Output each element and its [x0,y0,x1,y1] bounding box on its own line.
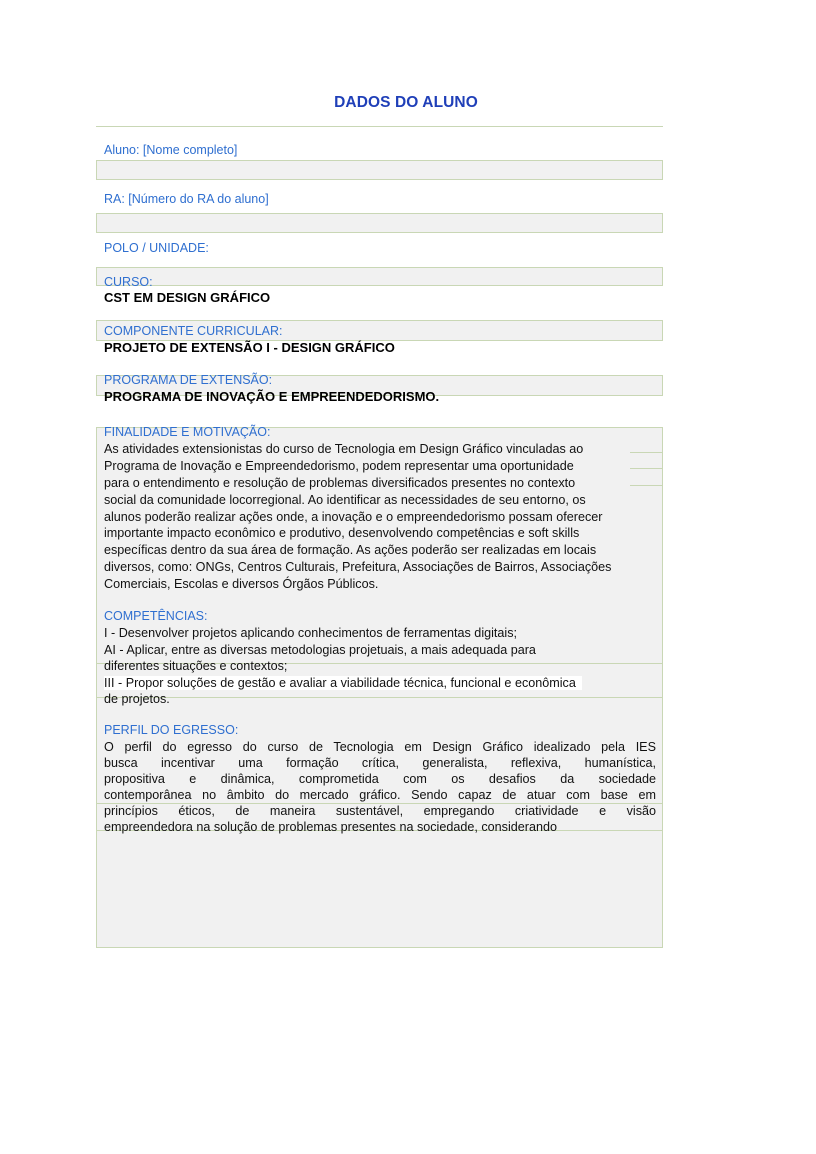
finalidade-text [104,441,611,593]
text-line: III - Propor soluções de gestão e avaliar a viabilidade técnica, funcional e econômica [104,676,582,690]
text-line: I - Desenvolver projetos aplicando conhecimentos de ferramentas digitais; [104,626,518,640]
polo-field[interactable]: POLO / UNIDADE: [104,241,209,255]
text-line: empreendedora na solução de problemas presentes na sociedade, considerando [104,820,557,834]
text-line: importante impacto econômico e produtivo, desenvolvendo competências e soft skills [104,526,580,541]
ra-field[interactable]: RA: [Número do RA do aluno] [104,192,269,206]
grid-line [630,452,663,453]
aluno-field[interactable]: Aluno: [Nome completo] [104,143,238,157]
finalidade-label: FINALIDADE E MOTIVAÇÃO: [104,425,271,439]
curso-label: CURSO: [104,275,153,289]
text-line: social da comunidade locorregional. Ao identificar as necessidades de seu entorno, os [104,492,586,507]
text-line: AI - Aplicar, entre as diversas metodologias projetuais, a mais adequada para [104,642,536,657]
perfil-label: PERFIL DO EGRESSO: [104,723,239,737]
text-line: As atividades extensionistas do curso de Tecnologia em Design Gráfico vinculadas ao [104,442,584,456]
curso-value: CST EM DESIGN GRÁFICO [104,290,271,305]
componente-label: COMPONENTE CURRICULAR: [104,324,283,338]
text-line: Comerciais, Escolas e diversos Órgãos Públicos. [104,577,379,592]
programa-value: PROGRAMA DE INOVAÇÃO E EMPREENDEDORISMO. [104,389,440,404]
text-line: diversos, como: ONGs, Centros Culturais, Prefeitura, Associações de Bairros, Associações [104,560,612,575]
page-title: DADOS DO ALUNO [334,94,478,111]
programa-label: PROGRAMA DE EXTENSÃO: [104,373,273,387]
text-line: Programa de Inovação e Empreendedorismo, podem representar uma oportunidade [104,458,574,473]
text-line: propositiva e dinâmica, comprometida com os desafios da sociedade [104,772,656,786]
text-line: de projetos. [104,692,170,706]
perfil-text [104,739,656,835]
competencias-text [104,625,582,708]
componente-value: PROJETO DE EXTENSÃO I - DESIGN GRÁFICO [104,340,395,355]
text-line: para o entendimento e resolução de problemas diversificados presentes no contexto [104,475,576,490]
grid-line [630,485,663,486]
competencias-label: COMPETÊNCIAS: [104,609,208,623]
text-line: princípios éticos, de maneira sustentável, empregando criatividade e visão [104,804,656,818]
text-line: alunos poderão realizar ações onde, a inovação e o empreendedorismo possam oferecer [104,509,603,524]
text-line: diferentes situações e contextos; [104,659,288,673]
grid-line [630,468,663,469]
text-line: específicas dentro da sua área de formação. As ações poderão ser realizadas em locais [104,543,597,558]
text-line: busca incentivar uma formação crítica, generalista, reflexiva, humanística, [104,756,656,770]
text-line: O perfil do egresso do curso de Tecnologia em Design Gráfico idealizado pela IES [104,740,656,754]
text-line: contemporânea no âmbito do mercado gráfico. Sendo capaz de atuar com base em [104,788,656,802]
